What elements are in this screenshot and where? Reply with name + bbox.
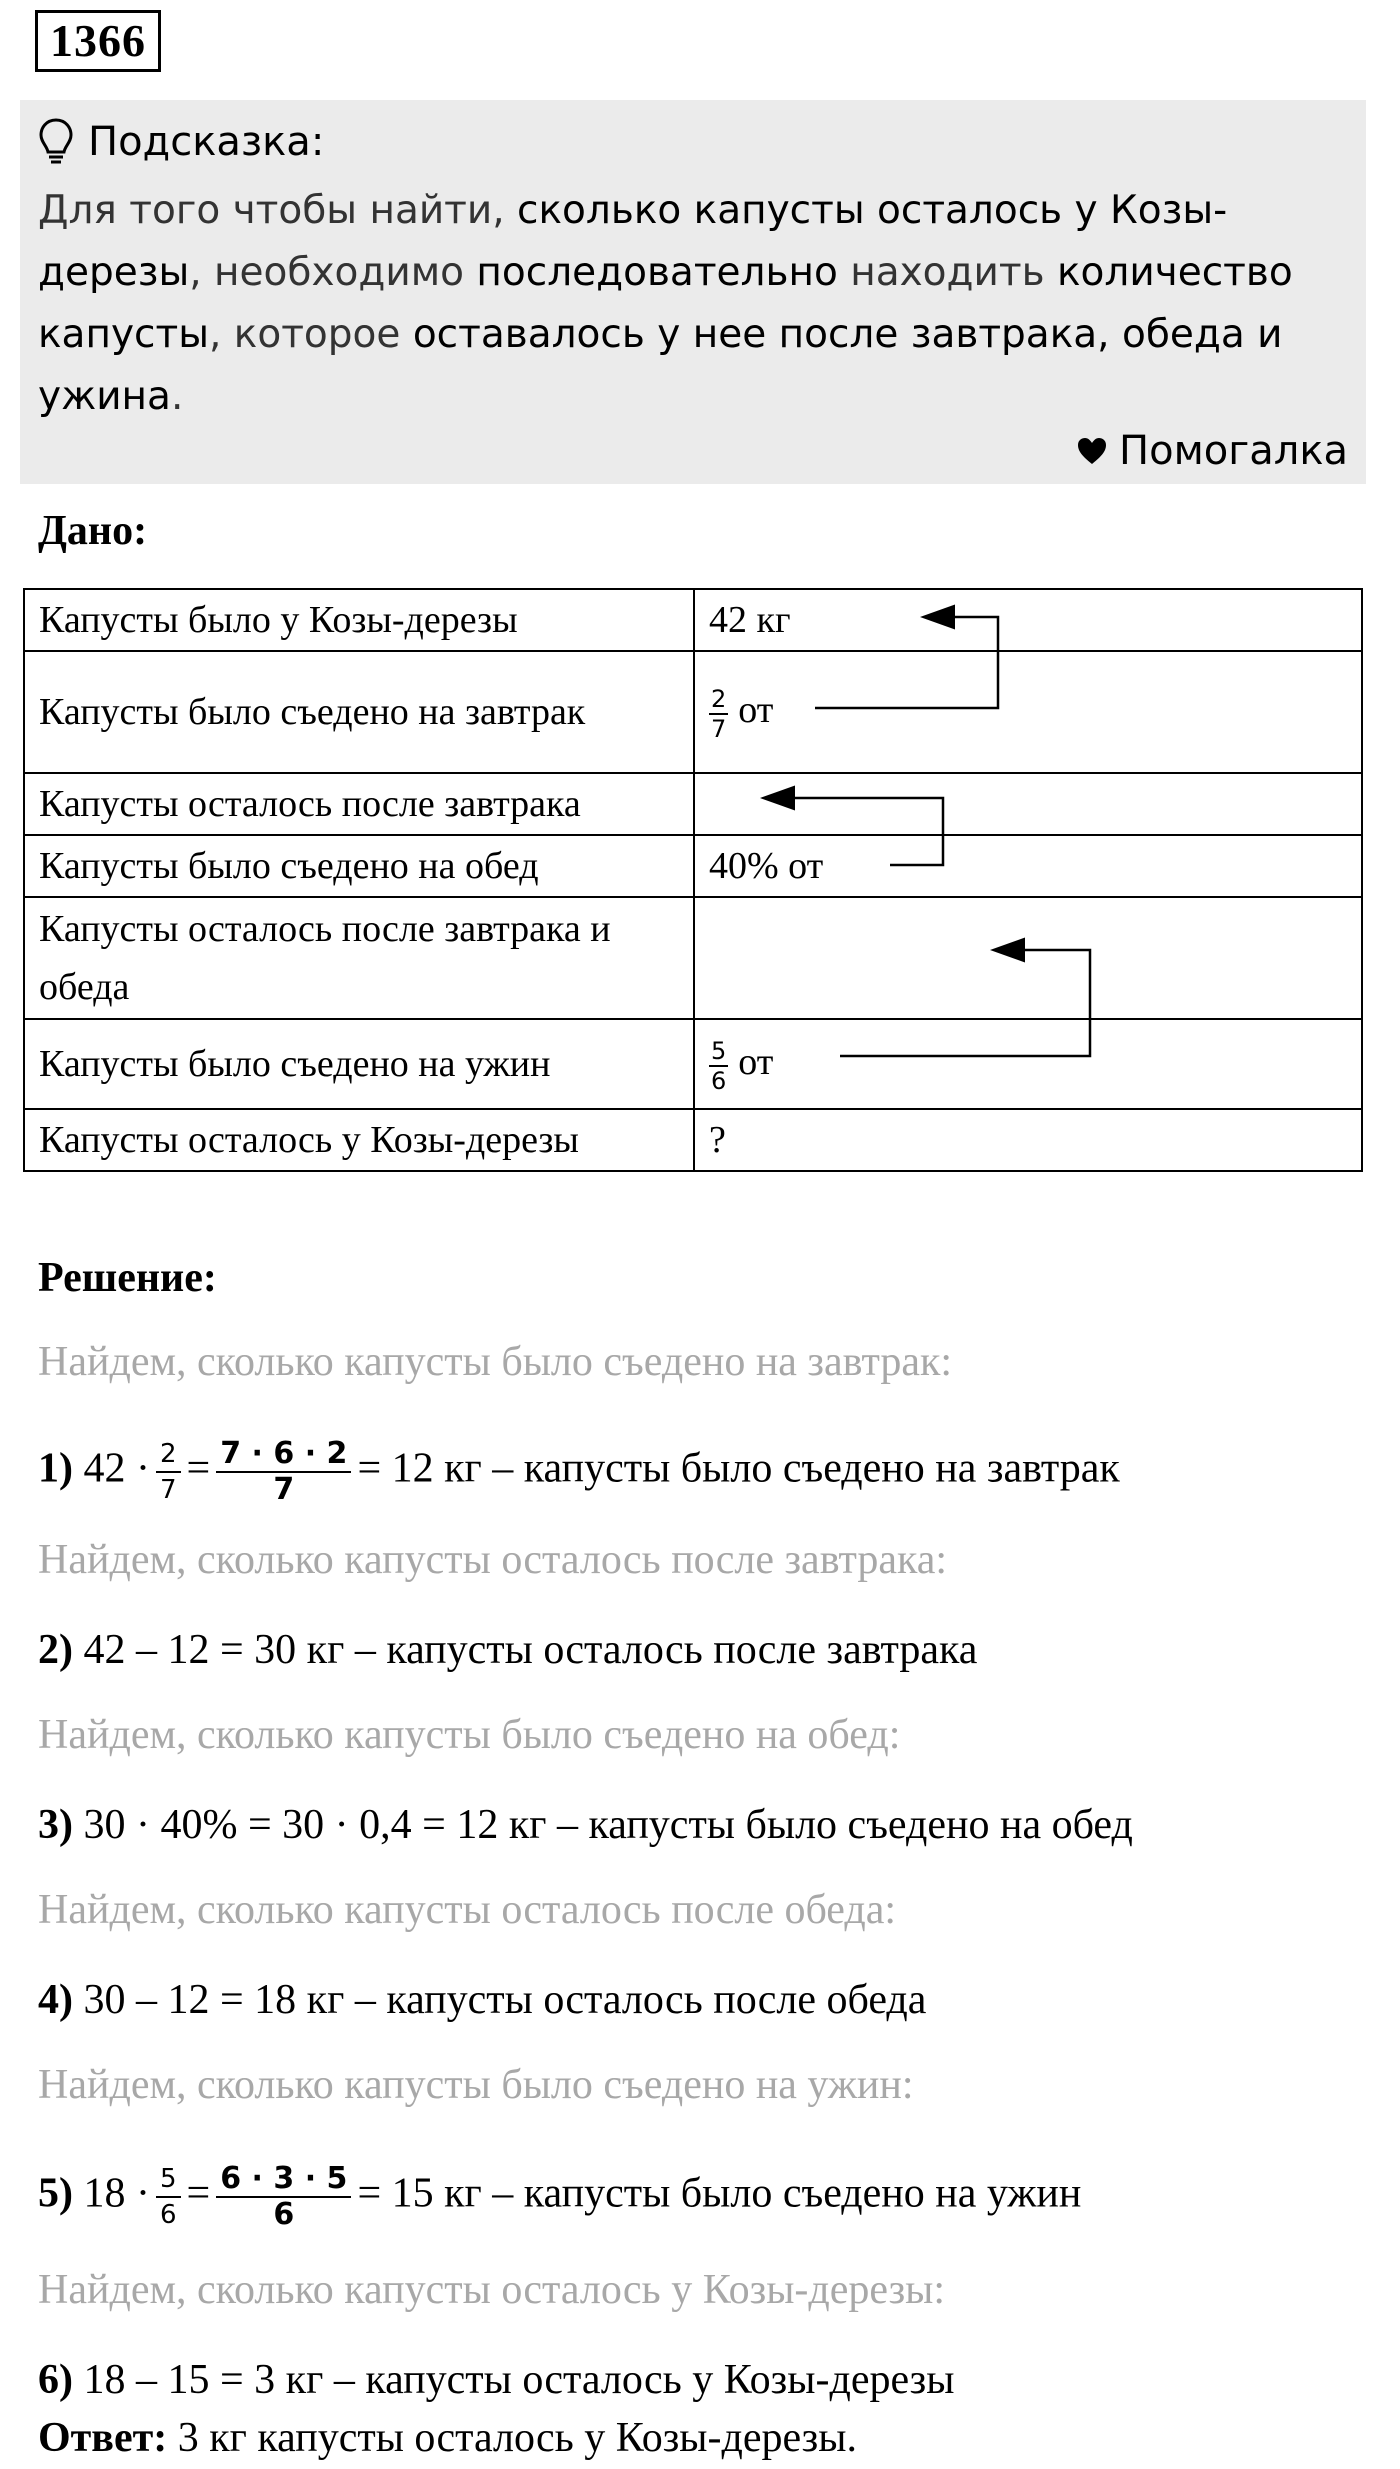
cancel-fraction	[216, 1437, 351, 1507]
answer-text: 3 кг капусты осталось у Козы-дерезы.	[177, 2415, 857, 2461]
hint-footer-text: Помогалка	[1119, 428, 1348, 474]
step-intro: Найдем, сколько капусты осталось после обеда:	[38, 1887, 897, 1933]
step-intro: Найдем, сколько капусты было съедено на обед:	[38, 1712, 901, 1758]
step-number: 6)	[38, 2357, 73, 2403]
step-line	[38, 2350, 954, 2410]
hint-emphasis: оставалось у нее после завтрака, обеда и ужина	[38, 312, 1283, 419]
step-number: 5)	[38, 2170, 73, 2217]
step-result: 18 – 15 = 3 кг – капусты осталось у Козы-дерезы	[83, 2357, 955, 2403]
fraction	[156, 1437, 181, 1507]
fraction-numerator: 5	[711, 1036, 727, 1065]
hint-emphasis: количество капусты	[38, 250, 1293, 357]
fraction-denominator: 6	[160, 2200, 177, 2230]
step-number: 1)	[38, 1445, 73, 1492]
step-number: 3)	[38, 1802, 73, 1848]
answer-label: Ответ:	[38, 2415, 168, 2461]
hint-text-part: .	[170, 374, 184, 419]
step-line	[38, 1620, 977, 1680]
step-line	[38, 1795, 1133, 1855]
fraction	[156, 2162, 181, 2232]
given-value: 42 кг	[709, 599, 791, 641]
given-value: ?	[709, 1119, 726, 1161]
arrow-breakfast	[815, 617, 998, 708]
fraction-numerator: 6 · 3 · 5	[216, 2162, 351, 2198]
step-intro: Найдем, сколько капусты было съедено на завтрак:	[38, 1339, 953, 1385]
cancel-fraction	[216, 2162, 351, 2232]
given-arrows	[0, 0, 1400, 1200]
given-value: от	[738, 1041, 774, 1084]
given-label: Капусты осталось после завтрака	[24, 773, 694, 835]
step-intro: Найдем, сколько капусты осталось после завтрака:	[38, 1537, 948, 1583]
given-title: Дано:	[38, 508, 148, 554]
fraction-denominator: 6	[711, 1066, 727, 1095]
step-result: 30 · 40% = 30 · 0,4 = 12 кг – капусты было съедено на обед	[83, 1802, 1133, 1848]
hint-emphasis: сколько капусты осталось у Козы-дерезы	[38, 188, 1228, 295]
step-result: 30 – 12 = 18 кг – капусты осталось после обеда	[83, 1977, 927, 2023]
solution-title: Решение:	[38, 1255, 217, 1301]
step-result: 42 – 12 = 30 кг – капусты осталось после завтрака	[83, 1627, 978, 1673]
arrow-lunch	[765, 798, 943, 865]
hint-title-text: Подсказка:	[88, 119, 325, 165]
given-label: Капусты осталось после завтрака и обеда	[24, 897, 694, 1019]
task-number: 1366	[35, 10, 161, 72]
given-label: Капусты было съедено на завтрак	[24, 651, 694, 773]
fraction-numerator: 7 · 6 · 2	[216, 1437, 351, 1473]
given-label: Капусты было съедено на обед	[24, 835, 694, 897]
hint-emphasis: последовательно	[476, 250, 838, 295]
step-expression: 18 ·	[83, 2170, 150, 2217]
step-number: 2)	[38, 1627, 73, 1673]
step-line	[38, 2162, 1081, 2232]
given-value: от	[738, 689, 774, 732]
given-value: 40% от	[709, 845, 824, 887]
given-label: Капусты было съедено на ужин	[24, 1019, 694, 1109]
fraction-denominator: 6	[273, 2197, 295, 2232]
hint-text-part: , которое	[209, 312, 413, 357]
fraction-numerator: 2	[156, 1437, 181, 1473]
hint-text-part: находить	[837, 250, 1057, 295]
step-line	[38, 1970, 926, 2030]
answer-line	[38, 2408, 857, 2468]
step-result: = 12 кг – капусты было съедено на завтрак	[357, 1445, 1120, 1492]
step-intro: Найдем, сколько капусты осталось у Козы-дерезы:	[38, 2267, 946, 2313]
given-label: Капусты осталось у Козы-дерезы	[24, 1109, 694, 1171]
step-number: 4)	[38, 1977, 73, 2023]
fraction-denominator: 7	[273, 1472, 295, 1507]
fraction-denominator: 7	[711, 714, 727, 743]
step-result: = 15 кг – капусты было съедено на ужин	[357, 2170, 1082, 2217]
fraction-numerator: 5	[156, 2162, 181, 2198]
hint-text-part: Для того чтобы найти,	[38, 188, 518, 233]
step-expression: 42 ·	[83, 1445, 150, 1492]
hint-text-part: , необходимо	[189, 250, 477, 295]
given-label: Капусты было у Козы-дерезы	[24, 589, 694, 651]
arrow-dinner	[840, 950, 1090, 1056]
fraction-denominator: 7	[160, 1475, 177, 1505]
equals-sign: =	[186, 1445, 211, 1492]
step-intro: Найдем, сколько капусты было съедено на ужин:	[38, 2062, 914, 2108]
fraction-numerator: 2	[711, 684, 727, 713]
equals-sign: =	[186, 2170, 211, 2217]
step-line	[38, 1437, 1120, 1507]
